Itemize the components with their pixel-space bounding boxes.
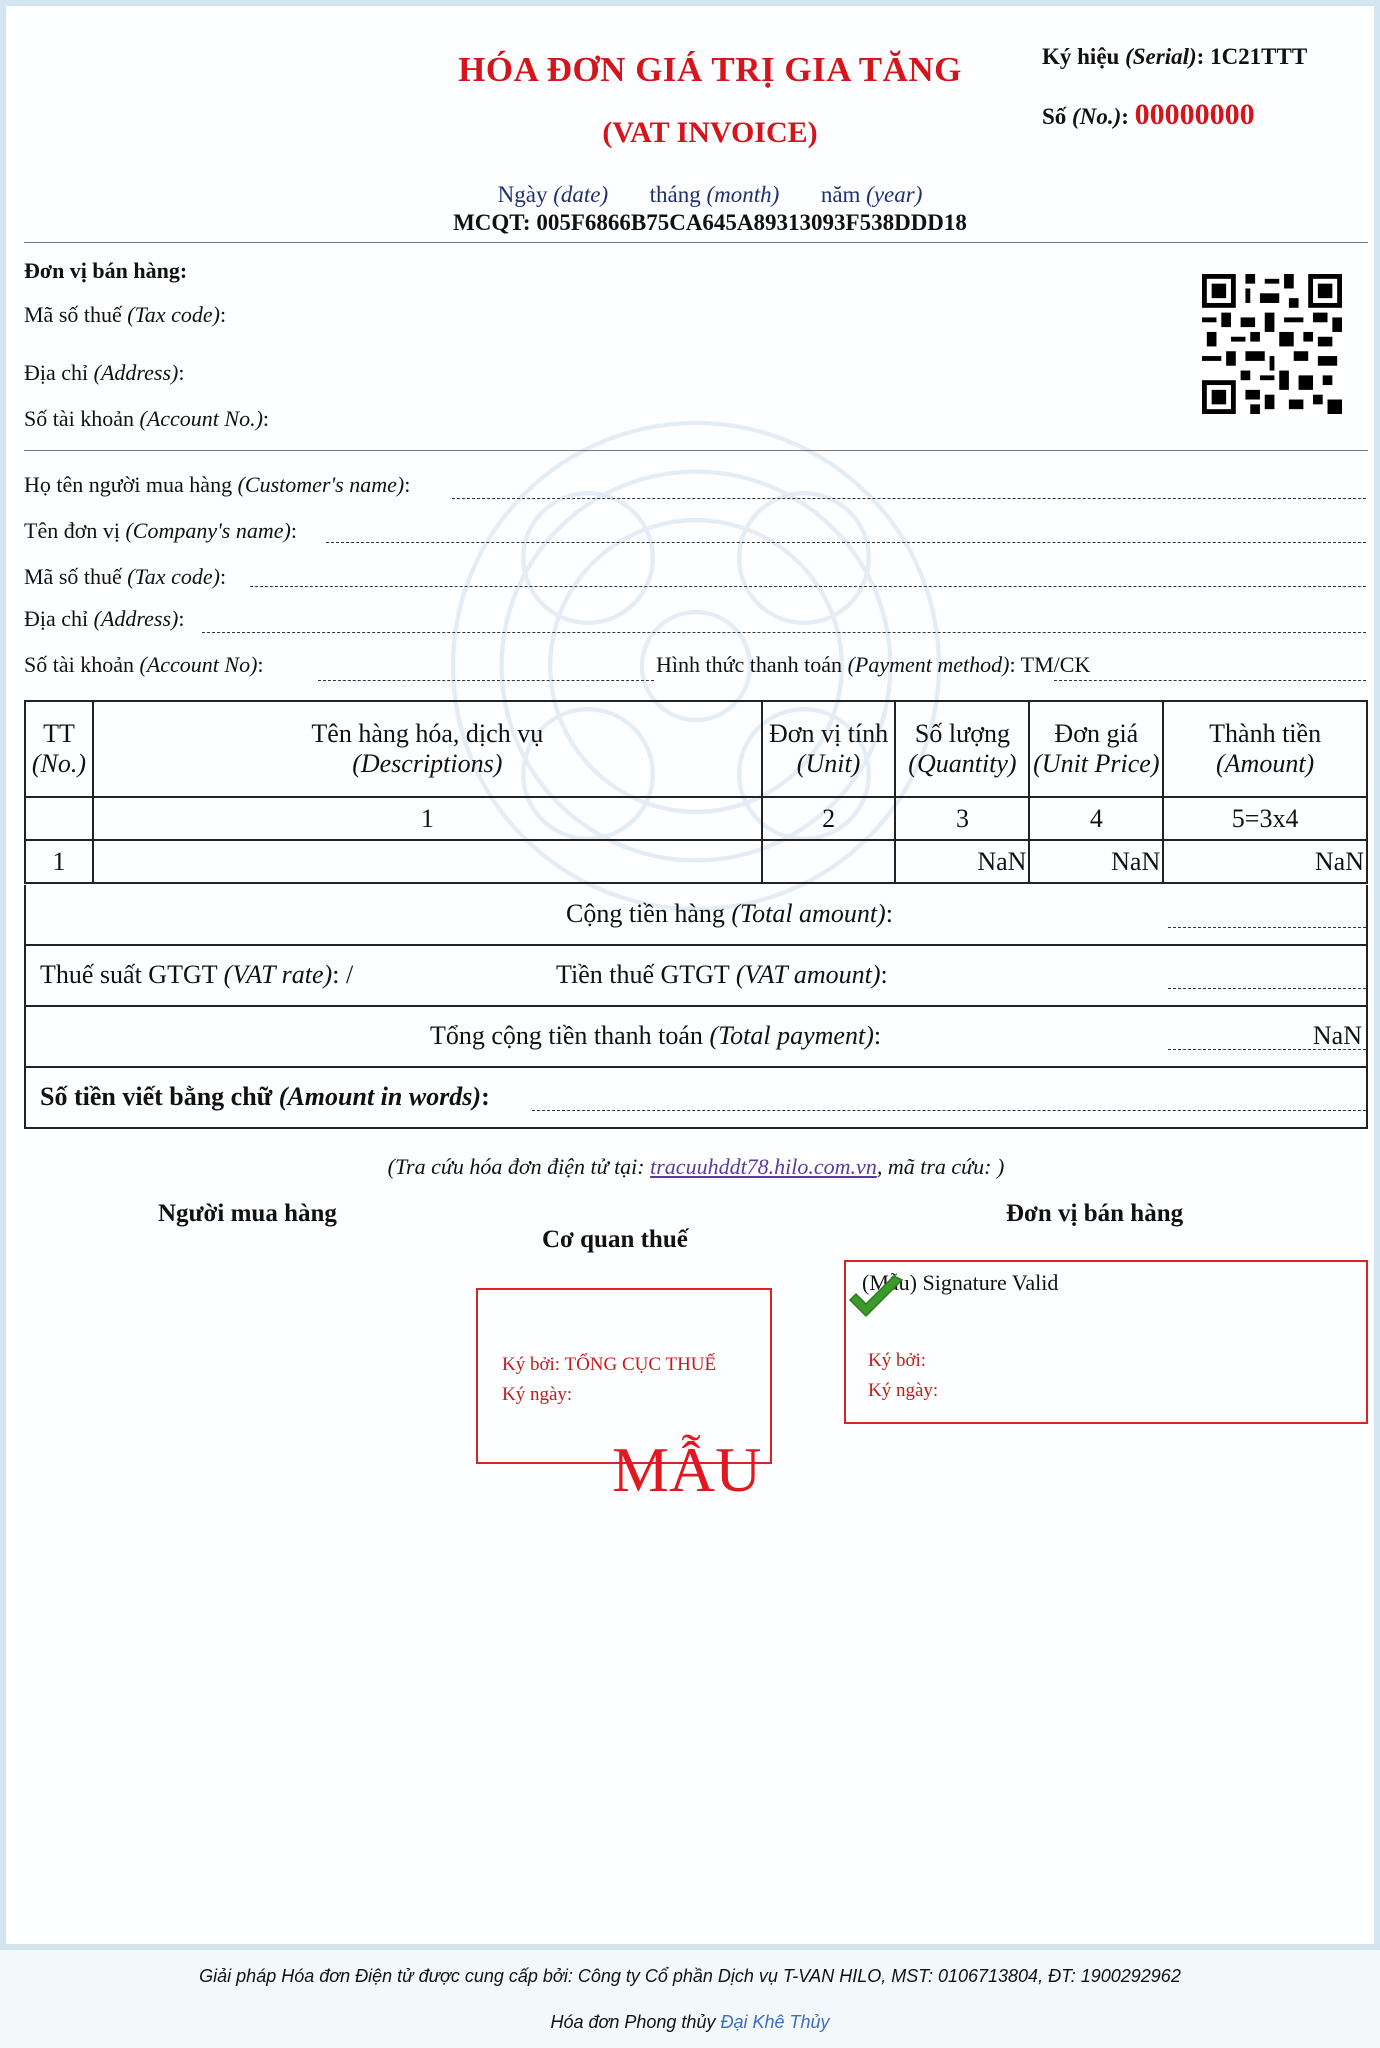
amount-in-words-label: Số tiền viết bằng chữ (Amount in words): (40, 1082, 490, 1111)
date-day-en: (date) (553, 182, 609, 207)
buyer-company-name: Tên đơn vị (Company's name): (24, 518, 297, 543)
table-header-row (25, 701, 1367, 797)
provider-footer: Giải pháp Hóa đơn Điện tử được cung cấp bởi: Công ty Cổ phần Dịch vụ T-VAN HILO, MST: 0106713804, ĐT: 1900292962 (199, 1966, 1181, 1986)
number-label-en: (No.) (1072, 104, 1122, 129)
date-month-en: (month) (706, 182, 780, 207)
total-amount-line (1168, 927, 1366, 928)
seller-signature-box (844, 1260, 1368, 1424)
total-amount-row (24, 885, 1368, 946)
total-payment-line (1168, 1049, 1366, 1050)
customer-name-line (452, 498, 1366, 499)
header-quantity: Số lượng (Quantity) (895, 701, 1029, 797)
header-no: TT (No.) (25, 701, 93, 797)
header-divider (24, 242, 1368, 243)
seller-address: Địa chỉ (Address): (24, 360, 185, 385)
company-name-line (326, 542, 1366, 543)
date-month-label: tháng (649, 182, 701, 207)
buyer-signature-title: Người mua hàng (158, 1200, 337, 1227)
row-unit-price: NaN (1029, 840, 1163, 883)
row-no: 1 (25, 840, 93, 883)
total-payment-label: Tổng cộng tiền thanh toán (Total payment): (430, 1021, 882, 1050)
tax-signed-date: Ký ngày: (502, 1384, 573, 1405)
seller-tax-code: Mã số thuế (Tax code): (24, 302, 227, 327)
sample-stamp: MẪU (612, 1434, 762, 1505)
payment-method-value: TM/CK (1020, 652, 1091, 677)
lookup-line: (Tra cứu hóa đơn điện tử tại: tracuuhddt78.hilo.com.vn, mã tra cứu: ) (387, 1154, 1005, 1179)
vat-rate-label: Thuế suất GTGT (VAT rate): / (40, 960, 354, 989)
buyer-account: Số tài khoản (Account No): (24, 652, 264, 677)
seller-account: Số tài khoản (Account No.): (24, 406, 270, 431)
row-quantity: NaN (895, 840, 1029, 883)
row-amount: NaN (1163, 840, 1367, 883)
mcqt-code: MCQT: 005F6866B75CA645A89313093F538DDD18 (453, 210, 967, 235)
brand-footer: Hóa đơn Phong thủy Đại Khê Thủy (550, 2012, 830, 2032)
serial-line: Ký hiệu (Serial): 1C21TTT (1042, 44, 1308, 69)
seller-signed-date: Ký ngày: (868, 1380, 939, 1401)
index-cell: 3 (895, 797, 1029, 840)
qr-code-icon (1202, 274, 1342, 414)
index-cell: 5=3x4 (1163, 797, 1367, 840)
amount-in-words-line (532, 1110, 1366, 1111)
total-amount-label: Cộng tiền hàng (Total amount): (566, 899, 893, 928)
address-line (202, 632, 1366, 633)
header-unit-price: Đơn giá (Unit Price) (1029, 701, 1163, 797)
table-index-row (25, 797, 1367, 840)
vat-amount-line (1168, 988, 1366, 989)
payment-method-line (1054, 680, 1366, 681)
checkmark-icon (846, 1274, 906, 1324)
brand-link[interactable]: Đại Khê Thủy (720, 2012, 830, 2032)
vat-amount-label: Tiền thuế GTGT (VAT amount): (556, 960, 888, 989)
header-unit: Đơn vị tính (Unit) (762, 701, 896, 797)
date-year-label: năm (820, 182, 861, 207)
number-label: Số (1042, 104, 1067, 129)
invoice-title: HÓA ĐƠN GIÁ TRỊ GIA TĂNG (458, 50, 962, 89)
row-description (93, 840, 762, 883)
header-amount: Thành tiền (Amount) (1163, 701, 1367, 797)
date-day-label: Ngày (497, 182, 548, 207)
index-cell: 2 (762, 797, 896, 840)
seller-divider (24, 450, 1368, 451)
buyer-address: Địa chỉ (Address): (24, 606, 185, 631)
total-payment-row (24, 1007, 1368, 1068)
header-description: Tên hàng hóa, dịch vụ (Descriptions) (93, 701, 762, 797)
tax-signed-by: Ký bởi: TỔNG CỤC THUẾ (502, 1354, 717, 1375)
date-year-en: (year) (866, 182, 923, 207)
buyer-tax-code: Mã số thuế (Tax code): (24, 564, 227, 589)
index-cell: 4 (1029, 797, 1163, 840)
total-payment-value: NaN (1312, 1021, 1362, 1050)
number-value: 00000000 (1134, 98, 1255, 131)
index-cell (25, 797, 93, 840)
index-cell: 1 (93, 797, 762, 840)
seller-heading: Đơn vị bán hàng: (24, 258, 188, 283)
tax-office-title: Cơ quan thuế (542, 1226, 688, 1253)
payment-method: Hình thức thanh toán (Payment method): TM/CK (656, 652, 1091, 677)
invoice-title-en: (VAT INVOICE) (602, 116, 818, 149)
vat-rate-value: / (345, 960, 354, 989)
serial-label-en: (Serial) (1125, 44, 1197, 69)
lookup-link[interactable]: tracuuhddt78.hilo.com.vn (650, 1154, 877, 1179)
items-table (24, 700, 1368, 884)
vat-row (24, 946, 1368, 1007)
serial-label: Ký hiệu (1042, 44, 1120, 69)
signature-valid-text: (Mẫu) Signature Valid (862, 1270, 1059, 1295)
seller-signed-by: Ký bởi: (868, 1350, 927, 1371)
serial-value: 1C21TTT (1210, 44, 1308, 69)
row-unit (762, 840, 896, 883)
buyer-customer-name: Họ tên người mua hàng (Customer's name): (24, 472, 411, 497)
number-line: Số (No.): 00000000 (1042, 98, 1255, 131)
table-row (25, 840, 1367, 883)
seller-signature-title: Đơn vị bán hàng (1006, 1200, 1184, 1227)
date-line (6, 182, 1380, 208)
tax-code-line (250, 586, 1366, 587)
amount-in-words-row (24, 1068, 1368, 1129)
account-line (318, 680, 654, 681)
